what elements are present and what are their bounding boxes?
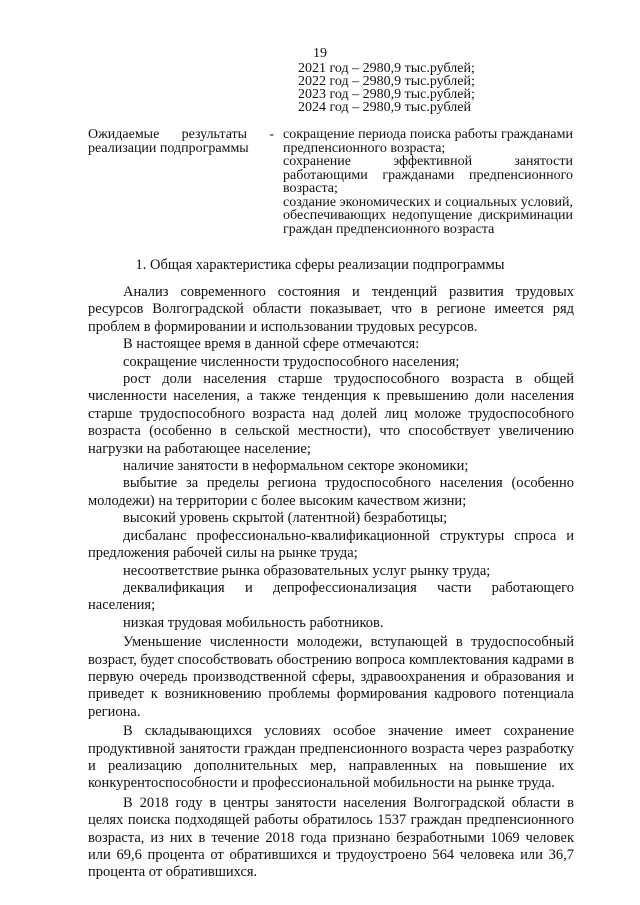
paragraph: Анализ современного состояния и тенденций развития трудовых ресурсов Волгоградской области показывает, что в регионе имеется ряд проблем в формировании и использовании трудовых ресурсов. bbox=[88, 284, 574, 335]
funding-line: 2023 год – 2980,9 тыс.рублей; bbox=[298, 87, 475, 102]
section-title: 1. Общая характеристика сферы реализации подпрограммы bbox=[135, 257, 505, 273]
expected-result-item: создание экономических и социальных условий, обеспечивающих недопущение дискриминации граждан предпенсионного возраста bbox=[283, 194, 573, 237]
funding-line: 2021 год – 2980,9 тыс.рублей; bbox=[298, 61, 475, 76]
expected-results-label bbox=[88, 128, 274, 155]
expected-result-item: сокращение периода поиска работы гражданами предпенсионного возраста; bbox=[283, 127, 573, 156]
paragraph: В настоящее время в данной сфере отмечаются: bbox=[123, 336, 420, 353]
paragraph: высокий уровень скрытой (латентной) безработицы; bbox=[123, 510, 448, 527]
funding-by-year bbox=[298, 62, 475, 114]
expected-results-label-line2: реализации подпрограммы bbox=[88, 140, 249, 156]
paragraph: В складывающихся условиях особое значение имеет сохранение продуктивной занятости граждан предпенсионного возраста через разработку и реализацию дополнительных мер, направленных на повышение их конкурентоспособности и профессиональной мобильности на рынке труда. bbox=[88, 723, 574, 792]
paragraph: Уменьшение численности молодежи, вступающей в трудоспособный возраст, будет способствовать обострению вопроса комплектования кадрами в первую очередь производственной сферы, здравоохранения и образования и приведет к возникновению проблемы формирования кадрового потенциала региона. bbox=[88, 634, 574, 720]
paragraph: выбытие за пределы региона трудоспособного населения (особенно молодежи) на территории с более высоким качеством жизни; bbox=[88, 475, 574, 509]
funding-line: 2022 год – 2980,9 тыс.рублей; bbox=[298, 74, 475, 89]
paragraph: дисбаланс профессионально-квалификационной структуры спроса и предложения рабочей силы на рынке труда; bbox=[88, 527, 574, 562]
page-number: 19 bbox=[313, 46, 327, 61]
paragraph: несоответствие рынка образовательных услуг рынку труда; bbox=[123, 562, 491, 579]
paragraph: наличие занятости в неформальном секторе экономики; bbox=[123, 458, 469, 475]
paragraph: рост доли населения старше трудоспособного возраста в общей численности населения, а также тенденция к превышению доли населения старше трудоспособного возраста над долей лиц моложе трудоспособного возраста (особенно в сельской местности), что способствует увеличению нагрузки на работающее население; bbox=[88, 371, 574, 457]
paragraph: низкая трудовая мобильность работников. bbox=[123, 614, 384, 631]
paragraph: В 2018 году в центры занятости населения Волгоградской области в целях поиска подходящей работы обратилось 1537 граждан предпенсионного возраста, из них в течение 2018 года признано безработными 1069 человек или 69,6 процента от обратившихся и трудоустроено 564 человека или 36,7 процента от обратившихся. bbox=[88, 794, 574, 881]
paragraph: деквалификация и депрофессионализация части работающего населения; bbox=[88, 579, 574, 614]
expected-results-list bbox=[283, 128, 573, 236]
body-text bbox=[88, 284, 574, 882]
paragraph: сокращение численности трудоспособного населения; bbox=[123, 353, 460, 370]
expected-result-item: сохранение эффективной занятости работающими гражданами предпенсионного возраста; bbox=[283, 154, 573, 196]
expected-results-label-line1: Ожидаемые результаты - bbox=[88, 127, 274, 142]
funding-line: 2024 год – 2980,9 тыс.рублей bbox=[298, 100, 471, 115]
